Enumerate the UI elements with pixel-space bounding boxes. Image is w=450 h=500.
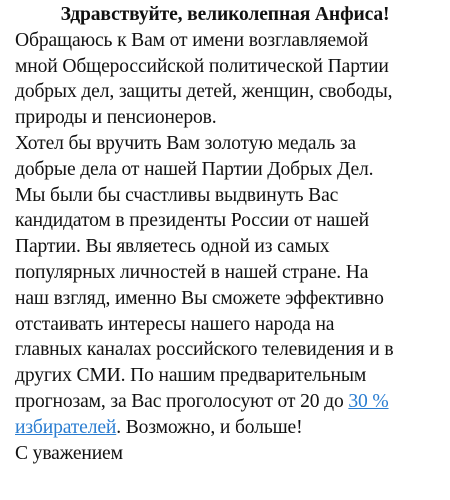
- voters-percent-link[interactable]: 30 %: [348, 390, 389, 412]
- letter-paragraph-proposal: [15, 131, 447, 441]
- letter-closing: С уважением: [15, 442, 123, 464]
- letter-greeting: Здравствуйте, великолепная Анфиса!: [60, 4, 390, 25]
- proposal-text: Хотел бы вручить Вам золотую медаль за добрые дела от нашей Партии Добрых Дел. Мы были бы счастливы выдвинуть Вас кандидатом в президенты России от нашей Партии. Вы являетесь одной из самых популярных личностей в нашей стране. На наш взгляд, именно Вы сможете эффективно отстаивать интересы нашего народа на главных каналах российского телевидения и в других СМИ. По нашим предварительным прогнозам, за Вас проголосуют от 20 до: [15, 132, 394, 412]
- letter-paragraph-intro: Обращаюсь к Вам от имени возглавляемой мной Общероссийской политической Партии добрых дел, защиты детей, женщин, свободы, природы и пенсионеров.: [15, 29, 393, 129]
- proposal-tail: . Возможно, и больше!: [116, 416, 303, 438]
- voters-link[interactable]: избирателей: [15, 416, 117, 438]
- letter-body: [15, 2, 447, 466]
